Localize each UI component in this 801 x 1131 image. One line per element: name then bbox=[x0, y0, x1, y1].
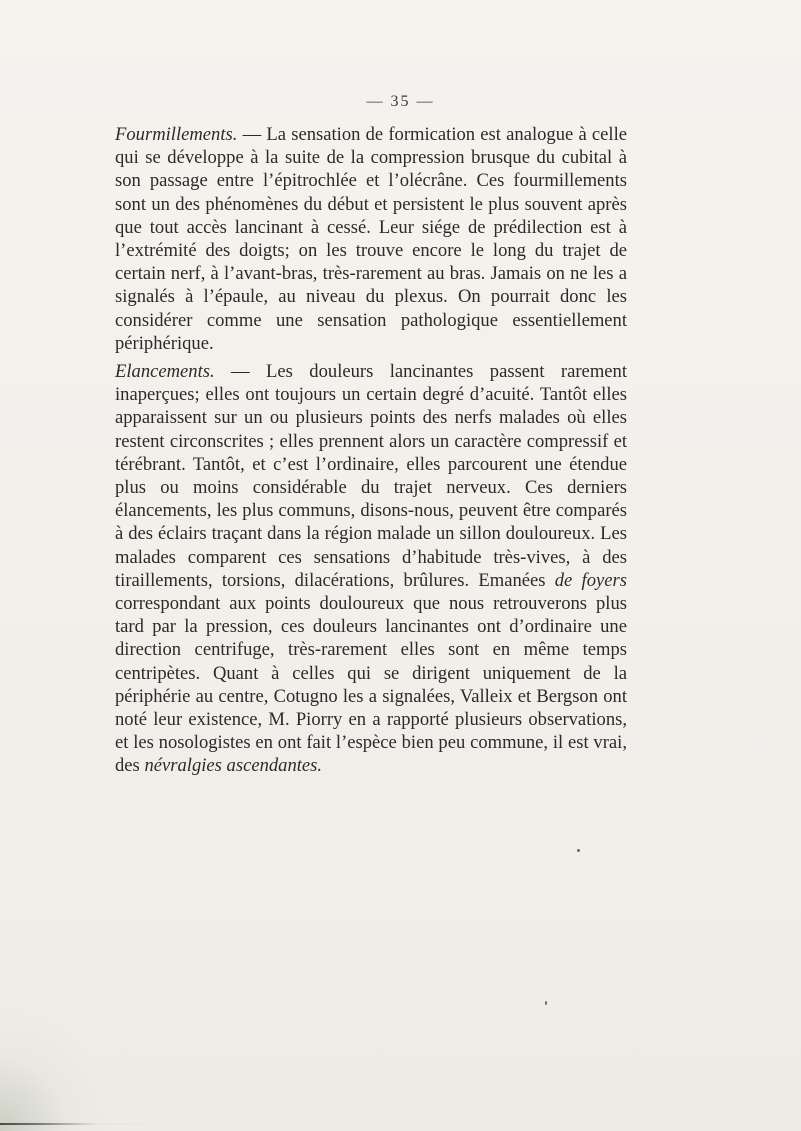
ink-speck bbox=[545, 1001, 547, 1005]
paragraph-body: — La sensation de formication est analogue à celle qui se développe à la suite de la compression brusque du cubital à son passage entre l’épitrochlée et l’olécrâne. Ces fourmillements sont un des phénomènes du début et persistent le plus souvent après que tout accès lancinant à cessé. Leur siége de prédilection est à l’extrémité des doigts; on les trouve encore le long du trajet de certain nerf, à l’avant-bras, très-rarement au bras. Jamais on ne les a signalés à l’épaule, au niveau du plexus. On pourrait donc les considérer comme une sensation pathologique essentiellement périphérique. bbox=[115, 124, 627, 354]
paragraph-elancements bbox=[115, 360, 627, 778]
paragraph-body-continued: correspondant aux points douloureux que nous retrouverons plus tard par la pression, ces douleurs lancinantes ont d’ordinaire une direction centrifuge, très-rarement elles sont en même temps centripètes. Quant à celles qui se dirigent uniquement de la périphérie au centre, Cotugno les a signalées, Valleix et Bergson ont noté leur existence, M. Piorry en a rapporté plusieurs observations, et les nosologistes en ont fait l’espèce bien peu commune, il est vrai, des bbox=[115, 593, 627, 777]
inline-emphasis: de foyers bbox=[554, 569, 627, 591]
paragraph-title: Fourmillements. bbox=[115, 124, 238, 145]
paragraph-title: Elancements. bbox=[115, 361, 215, 383]
paragraph-body: — Les douleurs lancinantes passent rarement inaperçues; elles ont toujours un certain degré d’acuité. Tantôt elles apparaissent sur un ou plusieurs points des nerfs malades où elles restent circonscrites ; elles prennent alors un caractère compressif et térébrant. Tantôt, et c’est l’ordinaire, elles parcourent une étendue plus ou moins considérable du trajet nerveux. Ces derniers élancements, les plus communs, disons-nous, peuvent être comparés à des éclairs traçant dans la région malade un sillon douloureux. Les malades comparent ces sensations d’habitude très-vives, à des tiraillements, torsions, dilacérations, brûlures. Emanées bbox=[115, 361, 627, 591]
ink-speck bbox=[577, 849, 580, 852]
page-corner-shadow bbox=[0, 1001, 120, 1131]
paragraph-fourmillements bbox=[115, 123, 627, 355]
page-number: — 35 — bbox=[366, 93, 435, 110]
page-bottom-edge bbox=[0, 1123, 801, 1125]
closing-emphasis: névralgies ascendantes. bbox=[144, 755, 323, 777]
body-text bbox=[115, 123, 627, 778]
